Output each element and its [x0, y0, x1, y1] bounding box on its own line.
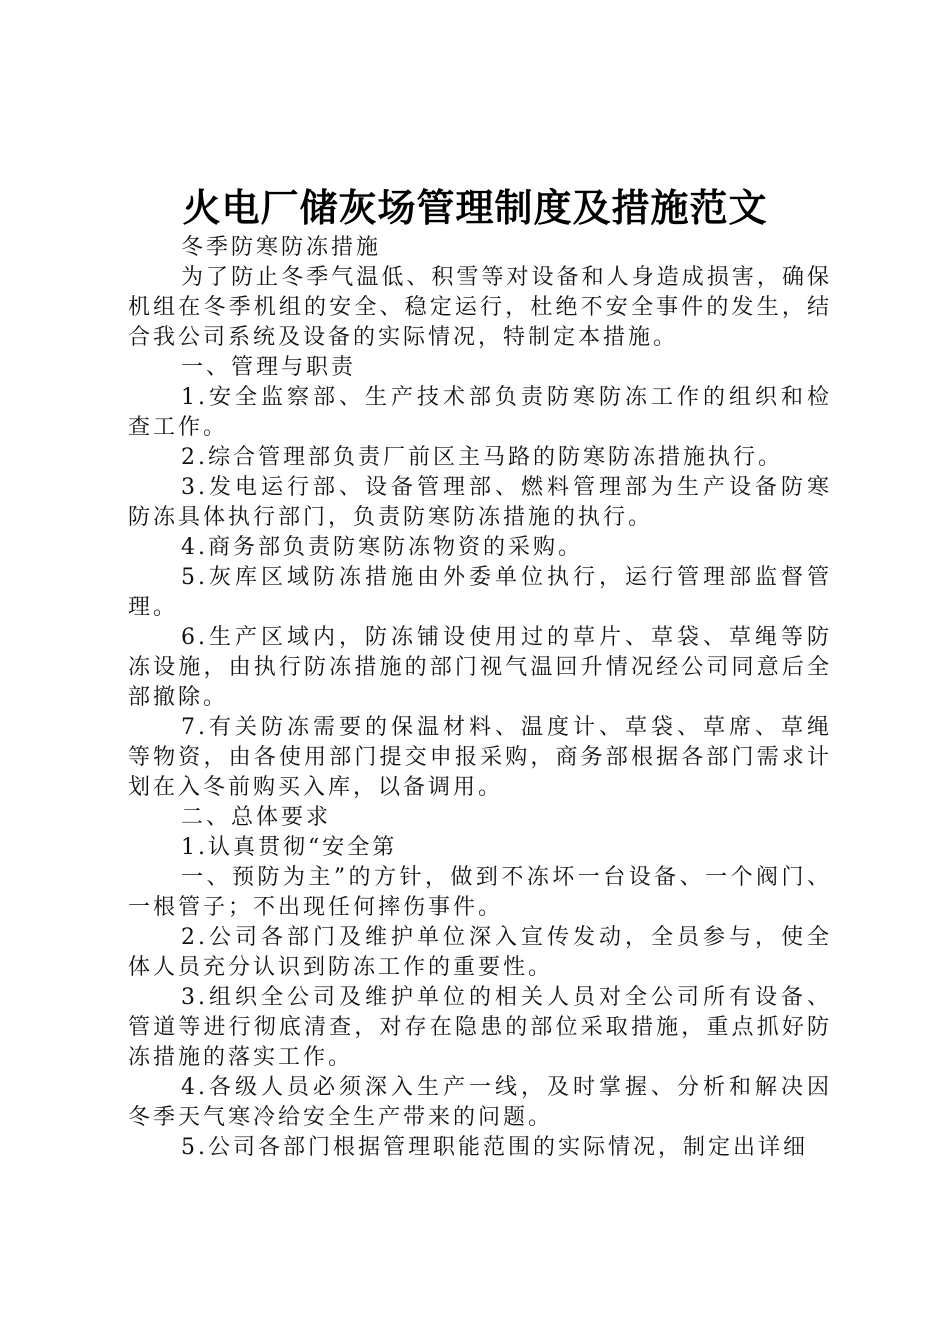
list-item: 1.安全监察部、生产技术部负责防寒防冻工作的组织和检查工作。	[128, 385, 832, 440]
list-item: 2.综合管理部负责厂前区主马路的防寒防冻措施执行。	[181, 445, 783, 470]
section-heading: 二、总体要求	[181, 805, 332, 830]
list-item: 6.生产区域内，防冻铺设使用过的草片、草袋、草绳等防冻设施，由执行防冻措施的部门视气温回升情况经公司同意后全部撤除。	[128, 625, 832, 710]
list-item: 3.组织全公司及维护单位的相关人员对全公司所有设备、管道等进行彻底清查，对存在隐患的部位采取措施，重点抓好防冻措施的落实工作。	[128, 985, 832, 1070]
list-item: 7.有关防冻需要的保温材料、温度计、草袋、草席、草绳等物资，由各使用部门提交申报采购，商务部根据各部门需求计划在入冬前购买入库，以备调用。	[128, 715, 832, 800]
list-item: 4.商务部负责防寒防冻物资的采购。	[181, 535, 583, 560]
paragraph: 为了防止冬季气温低、积雪等对设备和人身造成损害，确保机组在冬季机组的安全、稳定运行，杜绝不安全事件的发生，结合我公司系统及设备的实际情况，特制定本措施。	[128, 265, 832, 350]
list-item: 2.公司各部门及维护单位深入宣传发动，全员参与，使全体人员充分认识到防冻工作的重要性。	[128, 925, 832, 980]
list-item: 3.发电运行部、设备管理部、燃料管理部为生产设备防寒防冻具体执行部门，负责防寒防冻措施的执行。	[128, 475, 832, 530]
section-heading: 冬季防寒防冻措施	[181, 235, 382, 260]
section-heading: 一、管理与职责	[181, 355, 357, 380]
document-body	[128, 233, 832, 1163]
paragraph: 一、预防为主”的方针，做到不冻坏一台设备、一个阀门、一根管子；不出现任何摔伤事件。	[128, 865, 832, 920]
list-item: 5.公司各部门根据管理职能范围的实际情况，制定出详细	[181, 1135, 808, 1160]
document-title: 火电厂储灰场管理制度及措施范文	[182, 186, 768, 230]
list-item: 4.各级人员必须深入生产一线，及时掌握、分析和解决因冬季天气寒冷给安全生产带来的问题。	[128, 1075, 832, 1130]
list-item: 1.认真贯彻“安全第	[181, 835, 398, 860]
list-item: 5.灰库区域防冻措施由外委单位执行，运行管理部监督管理。	[128, 565, 832, 620]
